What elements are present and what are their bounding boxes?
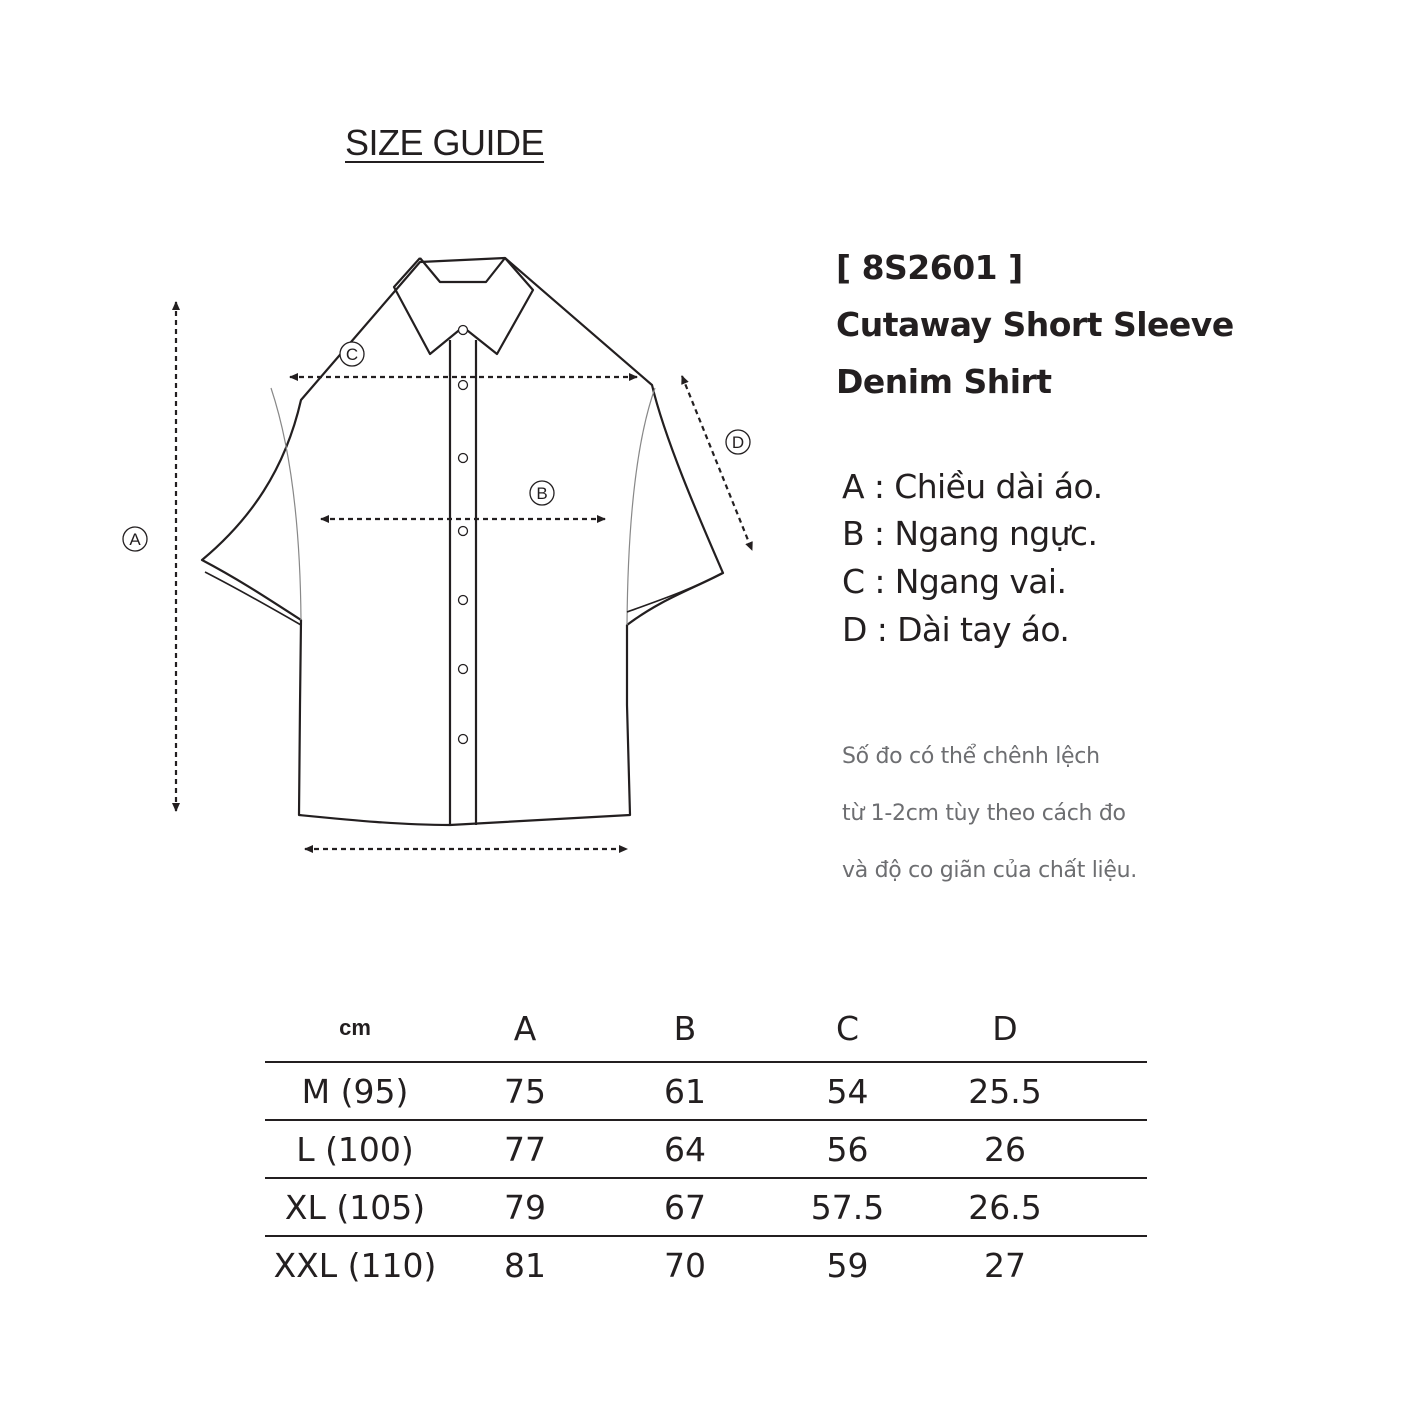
value-cell: 77	[445, 1120, 605, 1178]
size-cell: L (100)	[265, 1120, 445, 1178]
value-cell: 79	[445, 1178, 605, 1236]
button-icon	[459, 665, 468, 674]
button-icon	[459, 735, 468, 744]
table-row	[265, 1062, 1147, 1120]
value-cell: 56	[765, 1120, 930, 1178]
value-cell: 57.5	[765, 1178, 930, 1236]
page-title: SIZE GUIDE	[345, 122, 545, 163]
label-d: D	[731, 433, 745, 452]
value-cell: 54	[765, 1062, 930, 1120]
note-line-1: Số đo có thể chênh lệch	[842, 744, 1100, 769]
value-cell: 27	[930, 1236, 1080, 1293]
product-name-line2: Denim Shirt	[836, 362, 1052, 401]
legend-a: A : Chiều dài áo.	[842, 467, 1103, 506]
label-a: A	[129, 530, 141, 549]
value-cell: 67	[605, 1178, 765, 1236]
value-cell: 64	[605, 1120, 765, 1178]
label-b: B	[536, 484, 548, 503]
legend-d: D : Dài tay áo.	[842, 610, 1070, 649]
value-cell: 59	[765, 1236, 930, 1293]
product-name-line1: Cutaway Short Sleeve	[836, 305, 1234, 344]
size-cell: XL (105)	[265, 1178, 445, 1236]
size-cell: M (95)	[265, 1062, 445, 1120]
value-cell: 61	[605, 1062, 765, 1120]
measure-line-d	[682, 376, 752, 550]
table-row	[265, 1178, 1147, 1236]
legend-c: C : Ngang vai.	[842, 562, 1067, 601]
value-cell: 70	[605, 1236, 765, 1293]
measure-markers	[123, 342, 750, 551]
size-cell: XXL (110)	[265, 1236, 445, 1293]
value-cell: 75	[445, 1062, 605, 1120]
shirt-buttons	[459, 326, 468, 744]
column-header: C	[835, 1008, 860, 1048]
column-header: B	[673, 1008, 697, 1048]
legend-b: B : Ngang ngực.	[842, 514, 1098, 553]
value-cell: 26	[930, 1120, 1080, 1178]
table-row	[265, 1236, 1147, 1293]
button-icon	[459, 527, 468, 536]
unit-header: cm	[339, 1015, 371, 1040]
value-cell: 26.5	[930, 1178, 1080, 1236]
column-header: A	[513, 1008, 537, 1048]
button-icon	[459, 596, 468, 605]
button-icon	[459, 454, 468, 463]
table-row	[265, 1120, 1147, 1178]
column-header: D	[992, 1008, 1018, 1048]
size-table	[265, 995, 1147, 1293]
note-line-2: từ 1-2cm tùy theo cách đo	[842, 801, 1126, 826]
note-line-3: và độ co giãn của chất liệu.	[842, 858, 1137, 883]
button-icon	[459, 326, 468, 335]
table-header-row	[265, 995, 1147, 1062]
button-icon	[459, 381, 468, 390]
value-cell: 25.5	[930, 1062, 1080, 1120]
product-code: [ 8S2601 ]	[836, 248, 1023, 287]
label-c: C	[345, 345, 359, 364]
value-cell: 81	[445, 1236, 605, 1293]
